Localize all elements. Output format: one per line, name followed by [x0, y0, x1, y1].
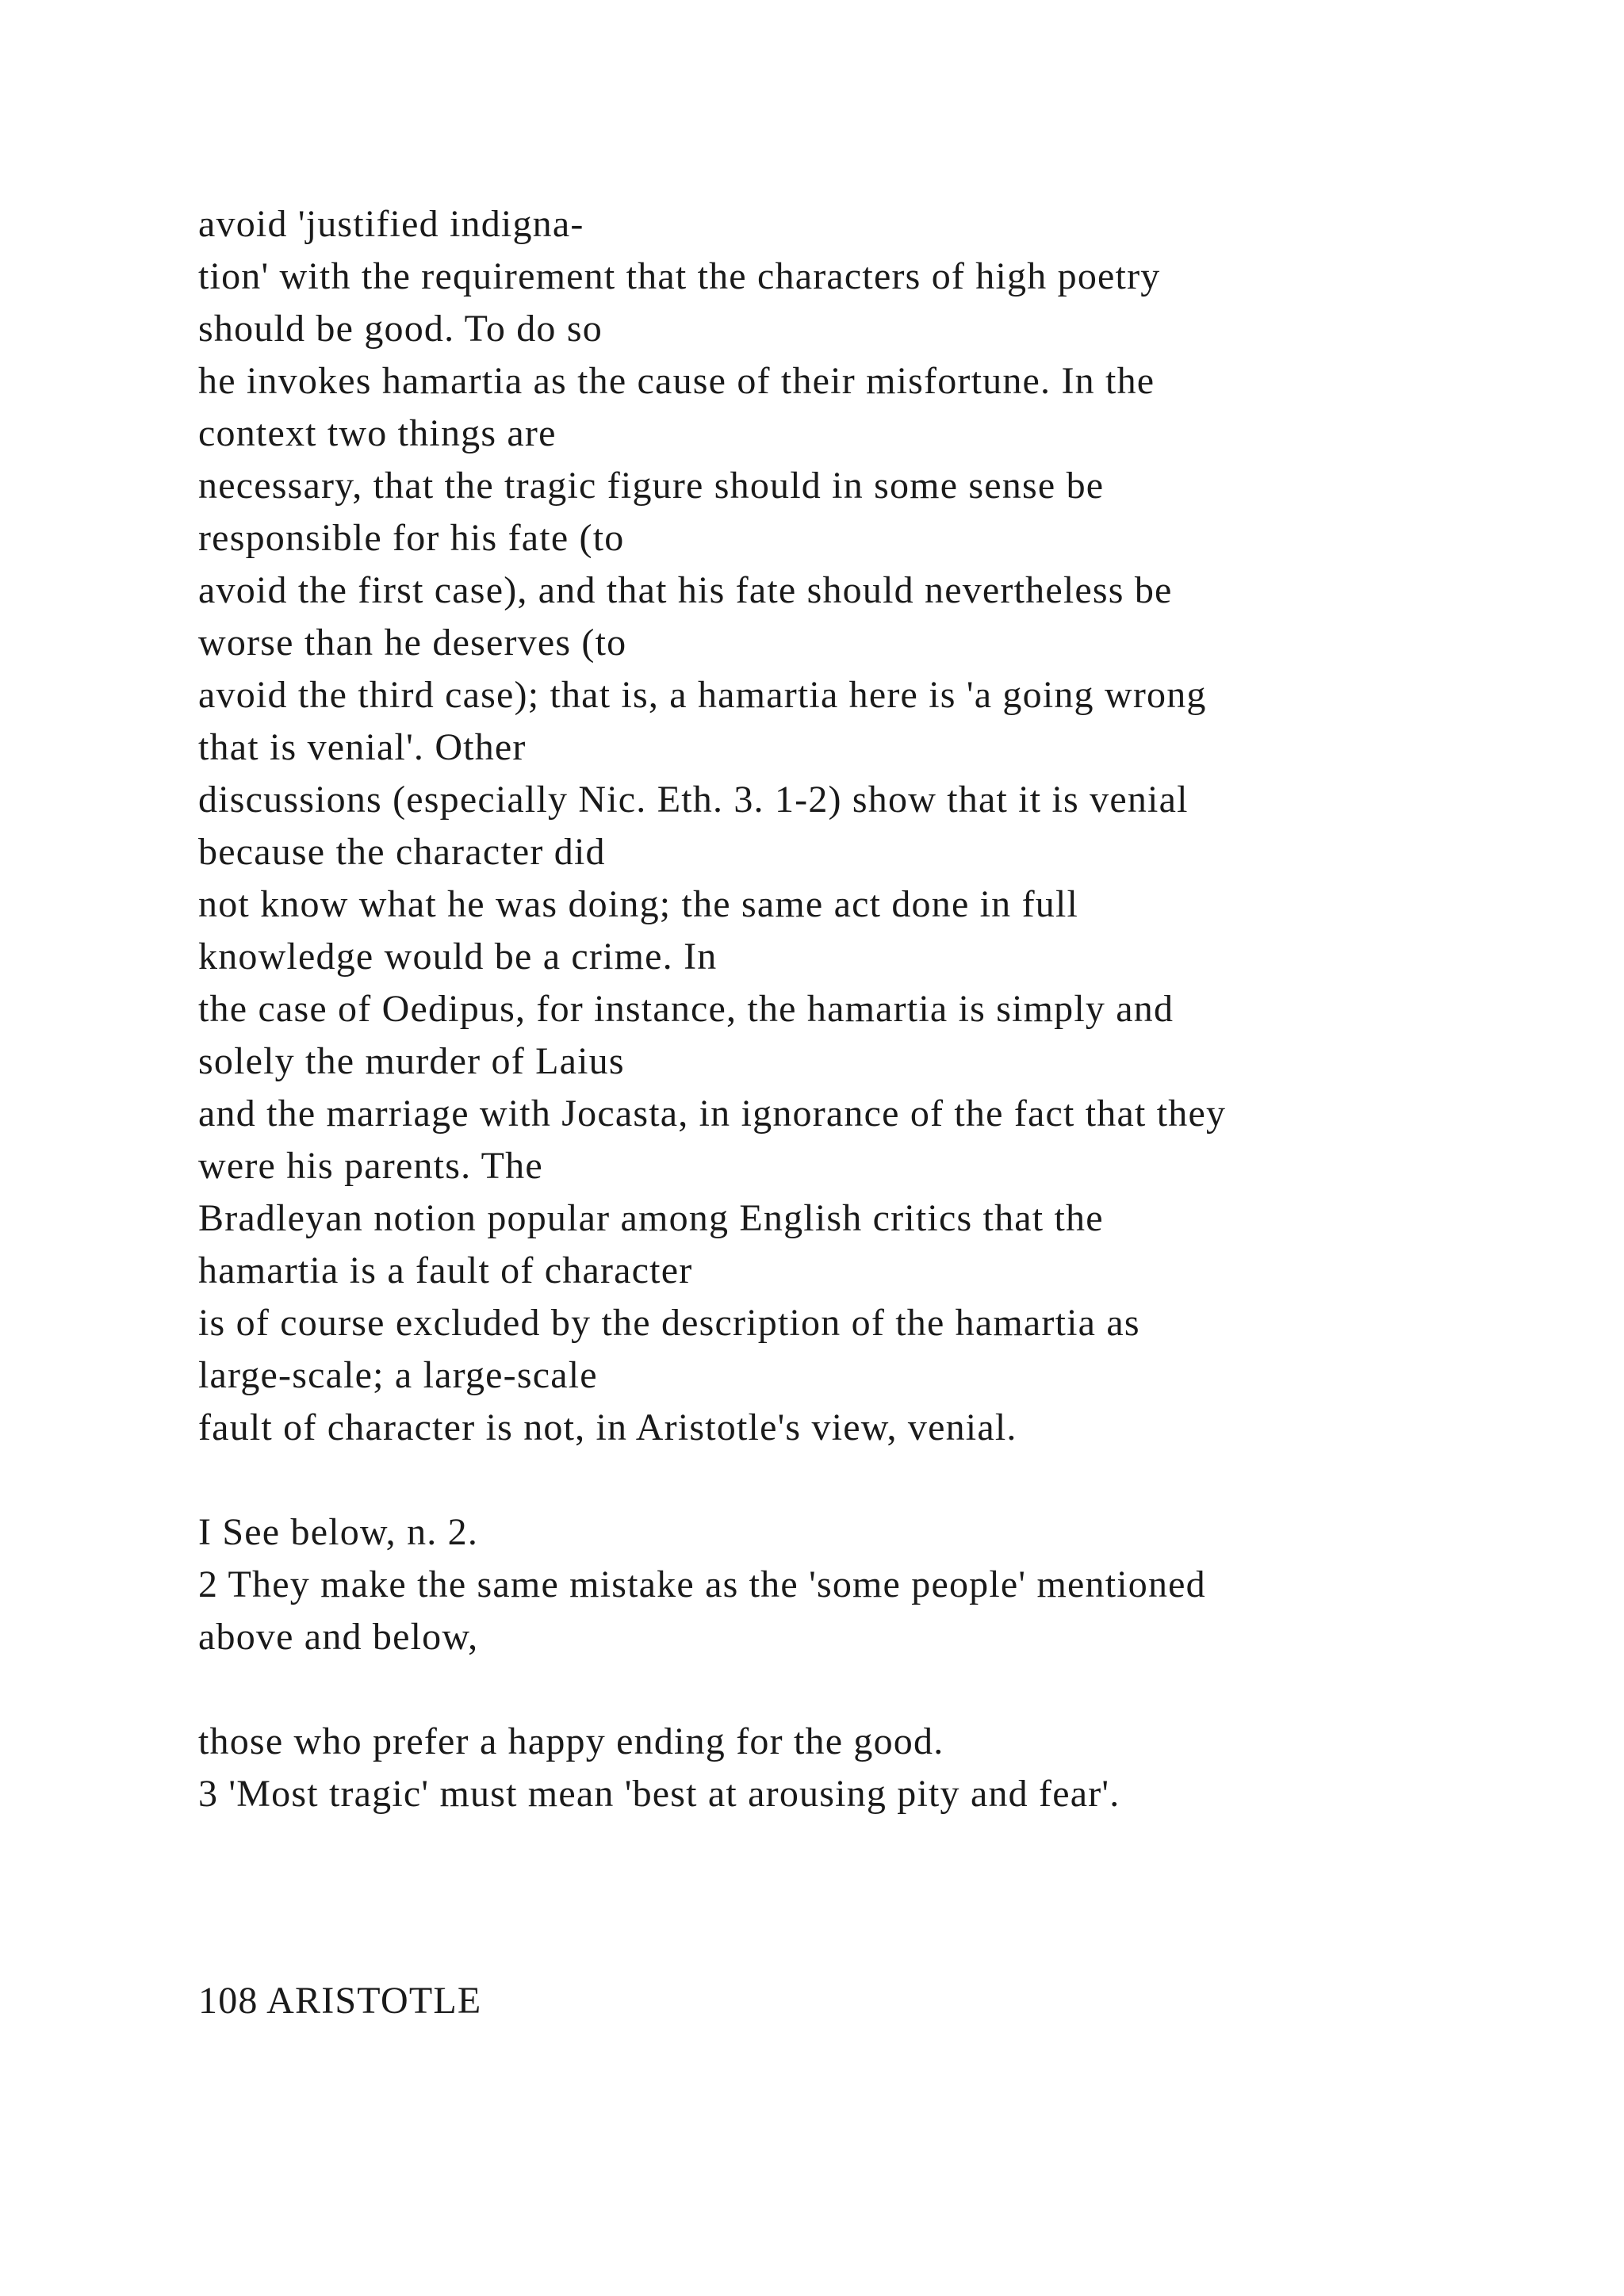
page-text: [198, 198, 1507, 1820]
footnote-gap: [198, 1663, 1507, 1716]
body-line: large-scale; a large-scale: [198, 1354, 598, 1396]
body-line: were his parents. The: [198, 1145, 543, 1187]
footnote-2-line-1: 2 They make the same mistake as the 'some people' mentioned: [198, 1563, 1206, 1605]
body-line: tion' with the requirement that the characters of high poetry: [198, 255, 1161, 297]
body-line: discussions (especially Nic. Eth. 3. 1-2) show that it is venial: [198, 779, 1189, 821]
body-line: solely the murder of Laius: [198, 1040, 625, 1082]
paragraph-gap: [198, 1454, 1507, 1506]
body-line: not know what he was doing; the same act done in full: [198, 883, 1079, 925]
body-line: fault of character is not, in Aristotle's view, venial.: [198, 1406, 1017, 1448]
body-line: knowledge would be a crime. In: [198, 936, 718, 978]
body-line: avoid the third case); that is, a hamartia here is 'a going wrong: [198, 674, 1207, 716]
body-line: should be good. To do so: [198, 308, 603, 350]
footnote-1: I See below, n. 2.: [198, 1511, 479, 1553]
body-line: the case of Oedipus, for instance, the hamartia is simply and: [198, 988, 1174, 1030]
body-line: and the marriage with Jocasta, in ignorance of the fact that they: [198, 1093, 1227, 1135]
footnote-3: 3 'Most tragic' must mean 'best at arousing pity and fear'.: [198, 1773, 1120, 1815]
body-line: is of course excluded by the description of the hamartia as: [198, 1302, 1140, 1344]
body-line: responsible for his fate (to: [198, 517, 625, 559]
body-line: worse than he deserves (to: [198, 622, 627, 664]
body-line: avoid the first case), and that his fate should nevertheless be: [198, 569, 1173, 611]
body-line: hamartia is a fault of character: [198, 1249, 693, 1292]
body-paragraph: [198, 198, 1507, 1454]
footnote-2-line-2: above and below,: [198, 1616, 479, 1658]
body-line: because the character did: [198, 831, 606, 873]
footnotes: [198, 1506, 1507, 1820]
body-line: context two things are: [198, 412, 557, 454]
body-line: he invokes hamartia as the cause of their misfortune. In the: [198, 360, 1155, 402]
body-line: avoid 'justified indigna-: [198, 203, 584, 245]
body-line: necessary, that the tragic figure should in some sense be: [198, 465, 1105, 507]
body-line: Bradleyan notion popular among English critics that the: [198, 1197, 1104, 1239]
running-head: 108 ARISTOTLE: [198, 1980, 482, 2022]
footnote-2-line-3: those who prefer a happy ending for the good.: [198, 1720, 944, 1762]
body-line: that is venial'. Other: [198, 726, 527, 768]
